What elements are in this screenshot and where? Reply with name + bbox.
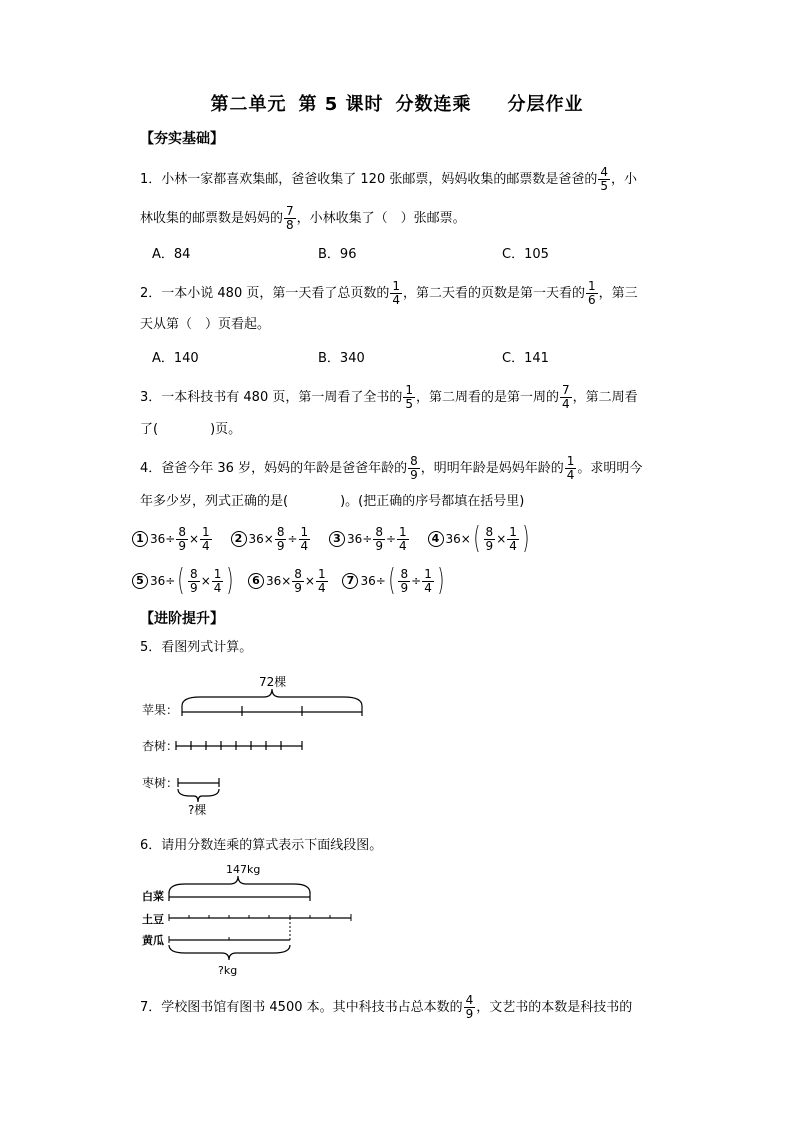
q2-option-a: A．140 [152, 351, 199, 366]
question-6-text: 6．请用分数连乘的算式表示下面线段图。 [140, 838, 383, 853]
q6-unknown-label: ?kg [218, 964, 238, 977]
question-5-text: 5．看图列式计算。 [140, 640, 253, 655]
q4-option-1: 1 36÷ $\frac{8}{9}$ × $\frac{1}{4}$ [132, 532, 213, 546]
page-title: 第二单元 第 5 课时 分数连乘 分层作业 [210, 94, 584, 115]
question-3-line-1: 3．一本科技书有 480 页，第一周看了全书的 $\frac{1}{5}$ ，第二周看的是第一周的 $\frac{7}{4}$ ，第二周看 [140, 383, 638, 411]
fraction: $\frac{1}{4}$ [392, 279, 400, 307]
fraction: $\frac{7}{8}$ [286, 204, 294, 232]
question-4-line-1: 4．爸爸今年 36 岁，妈妈的年龄是爸爸年龄的 $\frac{8}{9}$ ，明明年龄是妈妈年龄的 $\frac{1}{4}$ 。求明明今 [140, 454, 643, 482]
q1-option-c: C．105 [502, 247, 549, 262]
question-4-line-2: 年多少岁，列式正确的是( )。(把正确的序号都填在括号里) [140, 494, 525, 509]
q6-total-label: 147kg [226, 863, 261, 876]
question-1-line-1: 1．小林一家都喜欢集邮，爸爸收集了 120 张邮票，妈妈收集的邮票数是爸爸的 $\frac{4}{5}$ ，小 [140, 165, 638, 193]
q6-cabbage-label: 白菜 [142, 890, 164, 903]
q2-option-b: B．340 [318, 351, 365, 366]
q4-option-4: 4 36×( $\frac{8}{9}$ × $\frac{1}{4}$ ) [428, 532, 532, 546]
fraction: $\frac{1}{4}$ [566, 454, 575, 482]
q4-option-2: 2 36× $\frac{8}{9}$ ÷ $\frac{1}{4}$ [231, 532, 312, 546]
q4-option-6: 6 36× $\frac{8}{9}$ × $\frac{1}{4}$ [248, 574, 329, 588]
q6-unknown-brace [169, 945, 290, 960]
q5-apricot-label: 杏树： [142, 739, 179, 753]
fraction: $\frac{4}{5}$ [600, 165, 608, 193]
q5-jujube-label: 枣树： [142, 776, 179, 790]
q1-option-b: B．96 [318, 247, 357, 262]
fraction: $\frac{1}{6}$ [588, 279, 596, 307]
question-3-line-2: 了( )页。 [140, 422, 242, 437]
q4-option-7: 7 36÷( $\frac{8}{9}$ ÷ $\frac{1}{4}$ ) [342, 574, 446, 588]
q4-option-5: 5 36÷( $\frac{8}{9}$ × $\frac{1}{4}$ ) [132, 574, 236, 588]
q2-option-c: C．141 [502, 351, 549, 366]
q6-potato-label: 土豆 [142, 913, 164, 926]
question-1-line-2: 林收集的邮票数是妈妈的 $\frac{7}{8}$ ，小林收集了（ ）张邮票。 [140, 204, 466, 232]
q5-unknown-label: ?棵 [188, 803, 207, 817]
q6-total-brace [169, 876, 310, 893]
q4-option-3: 3 36÷ $\frac{8}{9}$ ÷ $\frac{1}{4}$ [329, 532, 410, 546]
q5-apple-label: 苹果： [142, 703, 179, 717]
fraction: $\frac{8}{9}$ [410, 454, 418, 482]
fraction: $\frac{7}{4}$ [562, 383, 570, 411]
q1-option-a: A．84 [152, 247, 191, 262]
q6-cucumber-label: 黄瓜 [142, 934, 164, 947]
question-2-line-1: 2．一本小说 480 页，第一天看了总页数的 $\frac{1}{4}$ ，第二天看的页数是第一天看的 $\frac{1}{6}$ ，第三 [140, 279, 638, 307]
q5-total-label: 72棵 [259, 675, 287, 689]
section-advanced: 【进阶提升】 [140, 611, 224, 627]
question-7-line-1: 7．学校图书馆有图书 4500 本。其中科技书占总本数的 $\frac{4}{9}$ ，文艺书的本数是科技书的 [140, 993, 633, 1021]
section-basic: 【夯实基础】 [140, 131, 224, 147]
fraction: $\frac{4}{9}$ [465, 993, 474, 1021]
fraction: $\frac{1}{5}$ [405, 383, 413, 411]
question-2-line-2: 天从第（ ）页看起。 [140, 317, 271, 332]
